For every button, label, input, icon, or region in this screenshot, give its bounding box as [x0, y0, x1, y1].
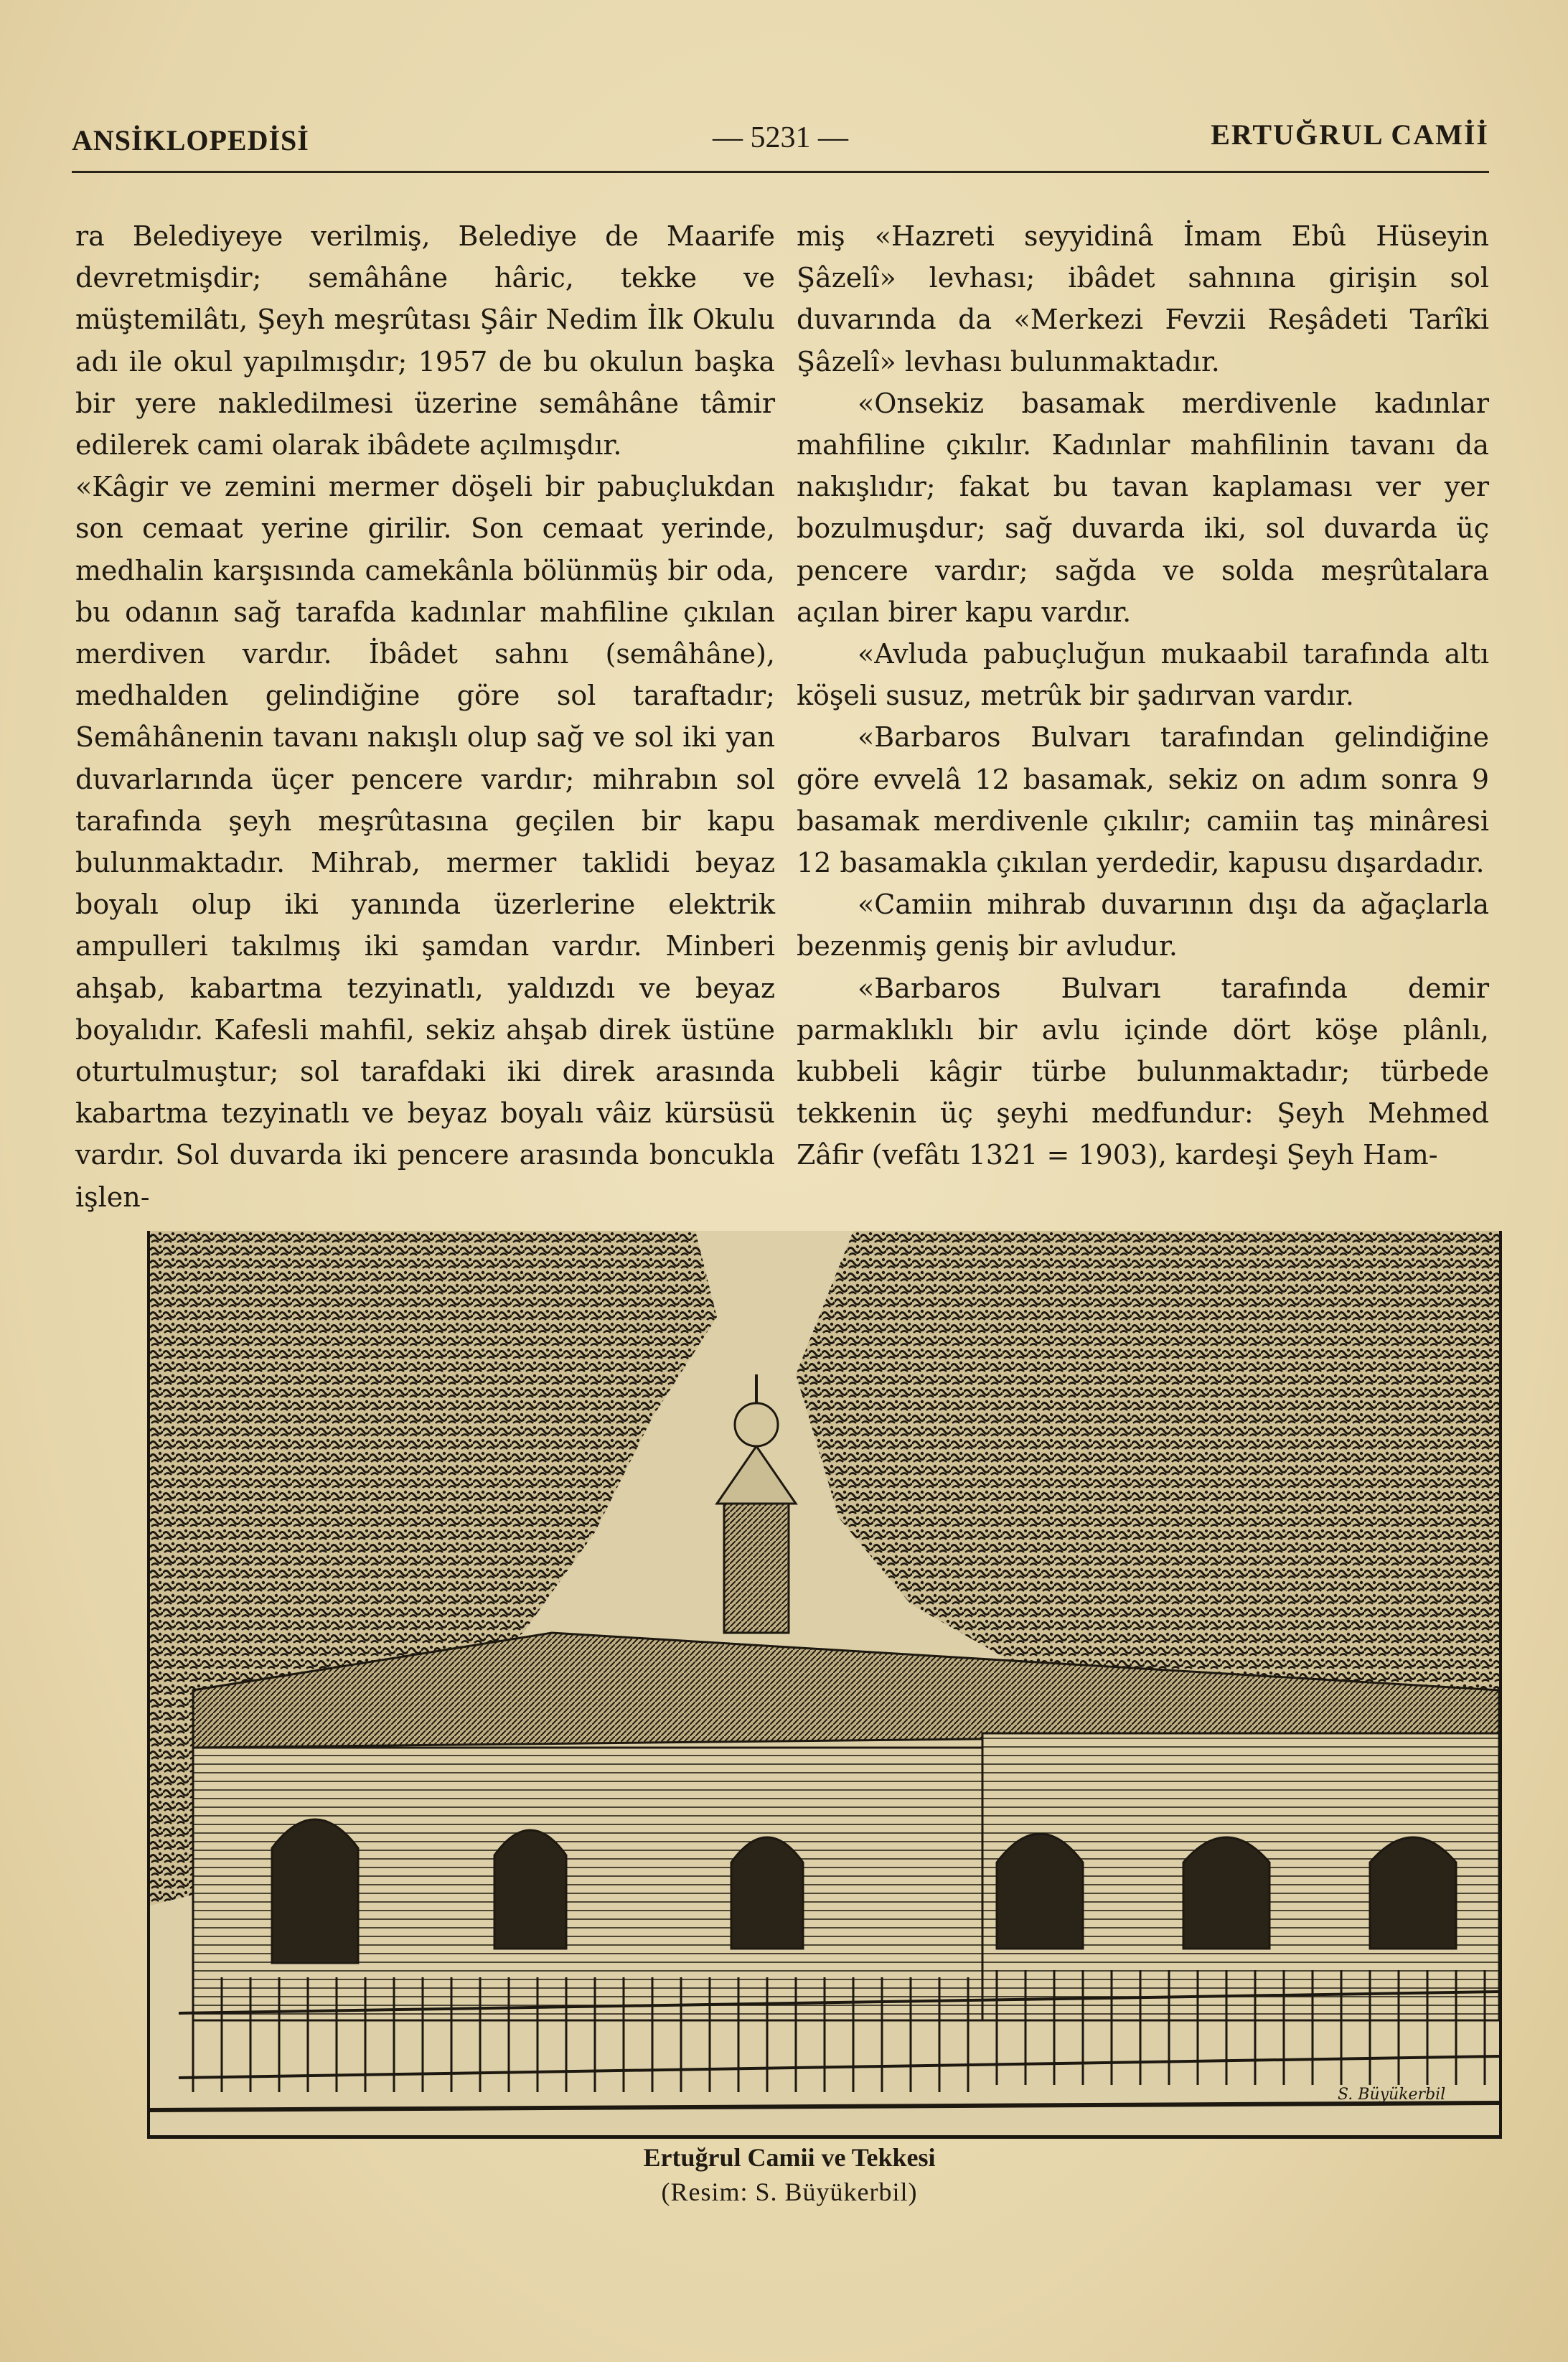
running-head-left: ANSİKLOPEDİSİ	[72, 124, 309, 156]
paragraph: «Avluda pabuçluğun mukaabil tarafında altı köşeli susuz, metrûk bir şadırvan vardır.	[797, 638, 1489, 712]
header-rule	[72, 171, 1489, 173]
paragraph: «Barbaros Bulvarı tarafından gelindiğine göre evvelâ 12 basamak, sekiz on adım sonra 9 basamak merdivenle çıkılır; camiin taş minâresi 12 basamakla çıkılan yerdedir, kapusu dışardadır.	[797, 721, 1489, 879]
page-number: — 5231 —	[713, 121, 848, 154]
paragraph: miş «Hazreti seyyidinâ İmam Ebû Hüseyin Şâzelî» levhası; ibâdet sahnına girişin sol duvarında da «Merkezi Fevzii Reşâdeti Tarîki Şâzelî» levhası bulunmaktadır.	[797, 220, 1489, 378]
right-column	[797, 215, 1489, 1176]
paragraph: «Camiin mihrab duvarının dışı da ağaçlarla bezenmiş geniş bir avludur.	[797, 889, 1489, 962]
running-head-right: ERTUĞRUL CAMİİ	[1211, 118, 1489, 151]
artist-signature: S. Büyükerbil	[1338, 2086, 1446, 2104]
paragraph: «Onsekiz basamak merdivenle kadınlar mahfiline çıkılır. Kadınlar mahfilinin tavanı da nakışlıdır; fakat bu tavan kaplaması ver yer bozulmuşdur; sağ duvarda iki, sol duvarda üç pencere vardır; sağda ve solda meşrûtalara açılan birer kapu vardır.	[797, 387, 1489, 628]
left-column	[75, 215, 775, 1218]
mosque-illustration	[147, 1231, 1502, 2139]
paragraph: «Kâgir ve zemini mermer döşeli bir pabuçlukdan son cemaat yerine girilir. Son cemaat yerinde, medhalin karşısında camekânla bölünmüş bir oda, bu odanın sağ tarafda kadınlar mahfiline çıkılan merdiven vardır. İbâdet sahnı (semâhâne), medhalden gelindiğine göre sol taraftadır; Semâhânenin tavanı nakışlı olup sağ ve sol iki yan duvarlarında üçer pencere vardır; mihrabın sol tarafında şeyh meşrûtasına geçilen bir kapu bulunmaktadır. Mihrab, mermer taklidi beyaz boyalı olup iki yanında üzerlerine elektrik ampulleri takılmış iki şamdan vardır. Minberi ahşab, kabartma tezyinatlı, yaldızdı ve beyaz boyalıdır. Kafesli mahfil, sekiz ahşab direk üstüne oturtulmuştur; sol tarafdaki iki direk arasında kabartma tezyinatlı ve beyaz boyalı vâiz kürsüsü vardır. Sol duvarda iki pencere arasında boncukla işlen-	[75, 471, 775, 1213]
page-header	[72, 108, 1489, 165]
paragraph: ra Belediyeye verilmiş, Belediye de Maarife devretmişdir; semâhâne hâric, tekke ve müştemilâtı, Şeyh meşrûtası Şâir Nedim İlk Okulu adı ile okul yapılmışdır; 1957 de bu okulun başka bir yere nakledilmesi üzerine semâhâne tâmir edilerek cami olarak ibâdete açılmışdır.	[75, 220, 775, 461]
paragraph: «Barbaros Bulvarı tarafında demir parmaklıklı bir avlu içinde dört köşe plânlı, kubbeli kâgir türbe bulunmaktadır; türbede tekkenin üç şeyhi medfundur: Şeyh Mehmed Zâfir (vefâtı 1321 = 1903), kardeşi Şeyh Ham-	[797, 972, 1489, 1171]
figure-caption-title: Ertuğrul Camii ve Tekkesi	[643, 2143, 936, 2172]
ink-drawing	[150, 1231, 1499, 2135]
figure-caption-credit: (Resim: S. Büyükerbil)	[661, 2178, 918, 2206]
